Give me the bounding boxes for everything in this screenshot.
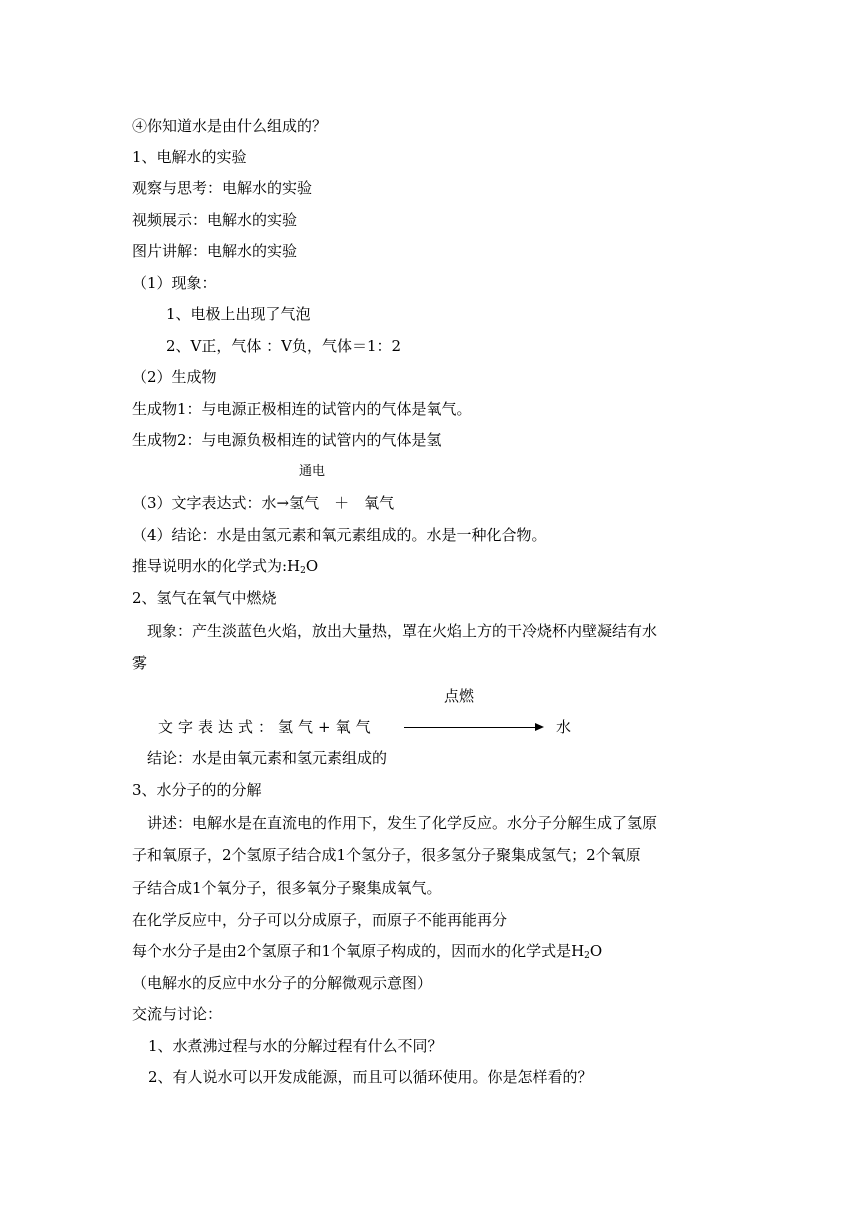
- word-equation-1: （3）文字表达式：水→氢气 ＋ 氧气: [132, 494, 395, 512]
- phenomenon-b-line-2: 雾: [132, 654, 148, 672]
- discussion-item-1: 1、水煮沸过程与水的分解过程有什么不同？: [148, 1037, 443, 1055]
- reaction-arrow-head: [535, 723, 544, 731]
- lecture-line-3: 子结合成1个氧分子，很多氧分子聚集成氧气。: [132, 879, 442, 897]
- discussion-item-2: 2、有人说水可以开发成能源，而且可以循环使用。你是怎样看的？: [148, 1068, 593, 1086]
- lecture-line-1: 讲述：电解水是在直流电的作用下，发生了化学反应。水分子分解生成了氢原: [132, 814, 658, 832]
- phenomenon-item-2: 2、V正，气体 ：V负，气体＝1：2: [166, 337, 402, 355]
- formula-prefix: 推导说明水的化学式为:H: [132, 557, 301, 575]
- water-molecule-prefix: 每个水分子是由2个氢原子和1个氧原子构成的，因而水的化学式是H: [132, 942, 585, 960]
- picture-line: 图片讲解：电解水的实验: [132, 242, 298, 260]
- water-molecule-suffix: O: [589, 942, 603, 960]
- observe-line: 观察与思考：电解水的实验: [132, 179, 313, 197]
- reaction-arrow-shaft: [404, 727, 536, 728]
- product-heading: （2）生成物: [132, 368, 217, 386]
- word-equation-2-left: 文字表达式：氢气+氧气: [158, 718, 376, 736]
- condition-ignite: 点燃: [444, 687, 475, 705]
- diagram-note: （电解水的反应中水分子的分解微观示意图）: [132, 974, 433, 992]
- conclusion-1: （4）结论：水是由氢元素和氧元素组成的。水是一种化合物。: [132, 526, 547, 544]
- question-4-title: ④你知道水是由什么组成的？: [132, 117, 328, 135]
- water-molecule-subscript: 2: [584, 951, 590, 961]
- water-molecule-line: [132, 941, 602, 966]
- phenomenon-item-1: 1、电极上出现了气泡: [166, 305, 311, 323]
- product-1: 生成物1：与电源正极相连的试管内的气体是氧气。: [132, 400, 472, 418]
- section-1-title: 1、电解水的实验: [132, 148, 247, 166]
- formula-suffix: O: [305, 557, 319, 575]
- section-2-title: 2、氢气在氧气中燃烧: [132, 589, 277, 607]
- chemical-reaction-line: 在化学反应中，分子可以分成原子，而原子不能再能再分: [132, 911, 508, 929]
- formula-subscript: 2: [300, 566, 306, 576]
- section-3-title: 3、水分子的的分解: [132, 781, 262, 799]
- condition-electrify: 通电: [299, 464, 326, 479]
- phenomenon-b-line-1: 现象：产生淡蓝色火焰，放出大量热，罩在火焰上方的干冷烧杯内壁凝结有水: [132, 622, 658, 640]
- product-2: 生成物2：与电源负极相连的试管内的气体是氢: [132, 431, 442, 449]
- conclusion-2: 结论：水是由氧元素和氢元素组成的: [132, 749, 388, 767]
- formula-line: [132, 556, 318, 581]
- discussion-heading: 交流与讨论：: [132, 1005, 223, 1023]
- lecture-line-2: 子和氧原子，2个氢原子结合成1个氢分子，很多氢分子聚集成氢气；2个氧原: [132, 846, 641, 864]
- word-equation-2-right: 水: [556, 718, 572, 736]
- phenomenon-heading: （1）现象：: [132, 274, 217, 292]
- video-line: 视频展示：电解水的实验: [132, 211, 298, 229]
